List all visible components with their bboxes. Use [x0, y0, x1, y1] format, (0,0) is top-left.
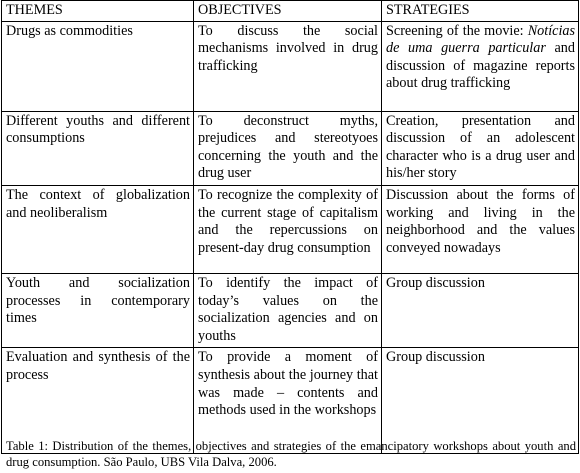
themes-table — [1, 0, 579, 454]
table-header-row — [2, 1, 579, 22]
strategy-cell: Group discussion — [382, 273, 579, 347]
strategy-cell — [382, 21, 579, 111]
theme-cell: Different youths and different consumptions — [2, 111, 194, 185]
strategy-cell: Group discussion — [382, 348, 579, 454]
header-strategies: STRATEGIES — [382, 1, 579, 22]
theme-cell: Evaluation and synthesis of the process — [2, 348, 194, 454]
objective-cell: To provide a moment of synthesis about the journey that was made – contents and methods used in the workshops — [194, 348, 382, 454]
header-objectives: OBJECTIVES — [194, 1, 382, 22]
table-row — [2, 111, 579, 185]
strategy-cell: Creation, presentation and discussion of an adolescent character who is a drug user and his/her story — [382, 111, 579, 185]
table-row — [2, 348, 579, 454]
theme-cell: The context of globalization and neoliberalism — [2, 185, 194, 273]
objective-cell: To deconstruct myths, prejudices and stereotyoes concerning the youth and the drug user — [194, 111, 382, 185]
objective-cell: To discuss the social mechanisms involved in drug trafficking — [194, 21, 382, 111]
strategy-text: Screening of the movie: — [386, 22, 528, 39]
strategy-cell: Discussion about the forms of working and living in the neighborhood and the values conveyed nowadays — [382, 185, 579, 273]
theme-cell: Drugs as commodities — [2, 21, 194, 111]
objective-cell: To recognize the complexity of the current stage of capitalism and the repercussions on present-day drug consumption — [194, 185, 382, 273]
objective-cell: To identify the impact of today’s values on the socialization agencies and on youths — [194, 273, 382, 347]
table-row — [2, 273, 579, 347]
movie-title: Notícias de uma guerra particular — [386, 22, 575, 57]
table-row — [2, 21, 579, 111]
strategy-text: and discussion of magazine reports about drug trafficking — [386, 40, 575, 92]
theme-cell: Youth and socialization processes in contemporary times — [2, 273, 194, 347]
table-row — [2, 185, 579, 273]
table-caption: Table 1: Distribution of the themes, objectives and strategies of the emancipatory workshops about youth and drug consumption. São Paulo, UBS Vila Dalva, 2006. — [6, 439, 576, 469]
header-themes: THEMES — [2, 1, 194, 22]
